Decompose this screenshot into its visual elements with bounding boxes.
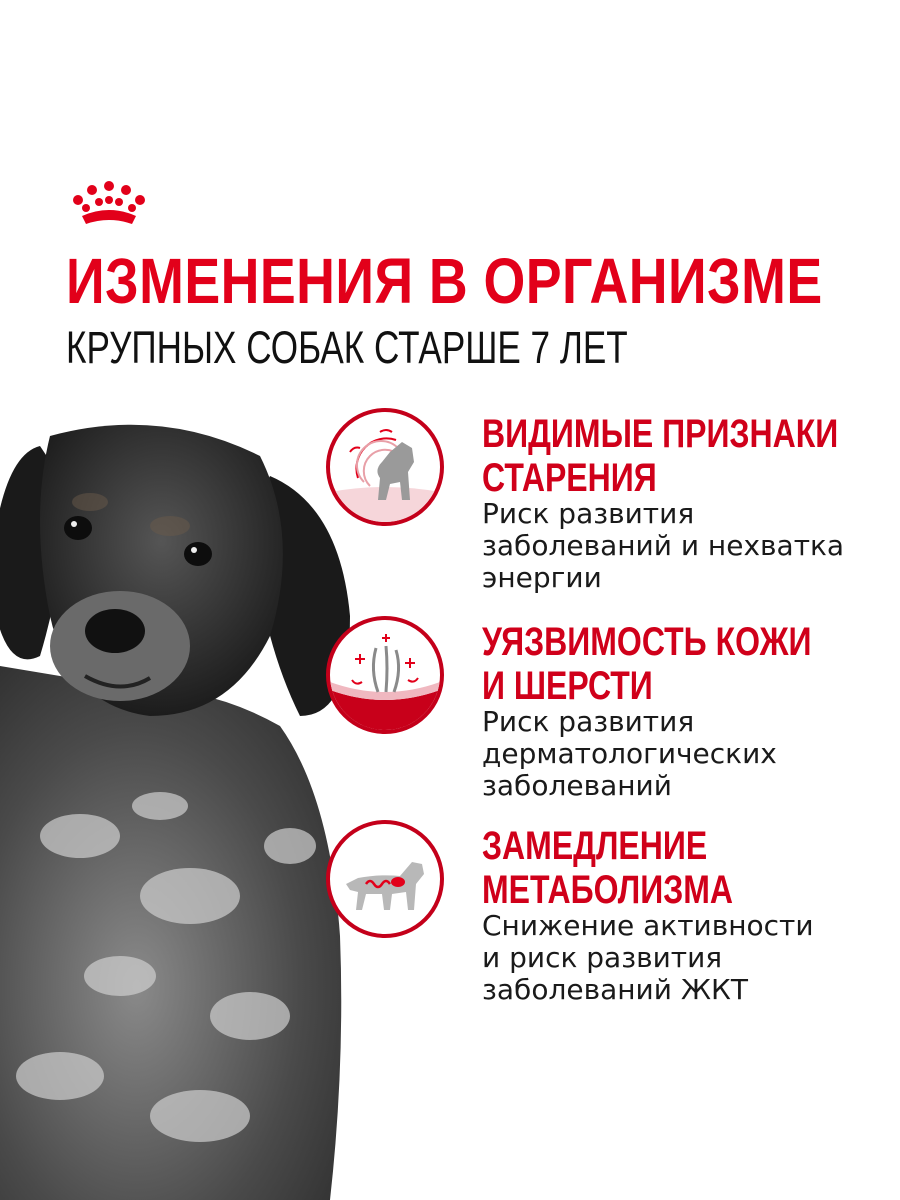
feature-description: Риск развития дерматологических заболеваний [482,705,777,802]
feature-description: Риск развития заболеваний и нехватка энергии [482,497,845,594]
page-title: ИЗМЕНЕНИЯ В ОРГАНИЗМЕ [66,245,823,317]
crown-logo-icon [70,180,148,228]
feature-description: Снижение активности и риск развития заболеваний ЖКТ [482,909,814,1006]
page-subtitle: КРУПНЫХ СОБАК СТАРШЕ 7 ЛЕТ [66,322,628,373]
feature-metabolism [326,820,886,1010]
aging-dog-icon [326,408,444,526]
feature-aging [326,408,886,598]
feature-skin [326,616,886,806]
feature-title: ЗАМЕДЛЕНИЕ МЕТАБОЛИЗМА [482,824,733,912]
feature-title: ВИДИМЫЕ ПРИЗНАКИ СТАРЕНИЯ [482,412,839,500]
feature-title: УЯЗВИМОСТЬ КОЖИ И ШЕРСТИ [482,620,812,708]
metabolism-dog-icon [326,820,444,938]
skin-hair-icon [326,616,444,734]
